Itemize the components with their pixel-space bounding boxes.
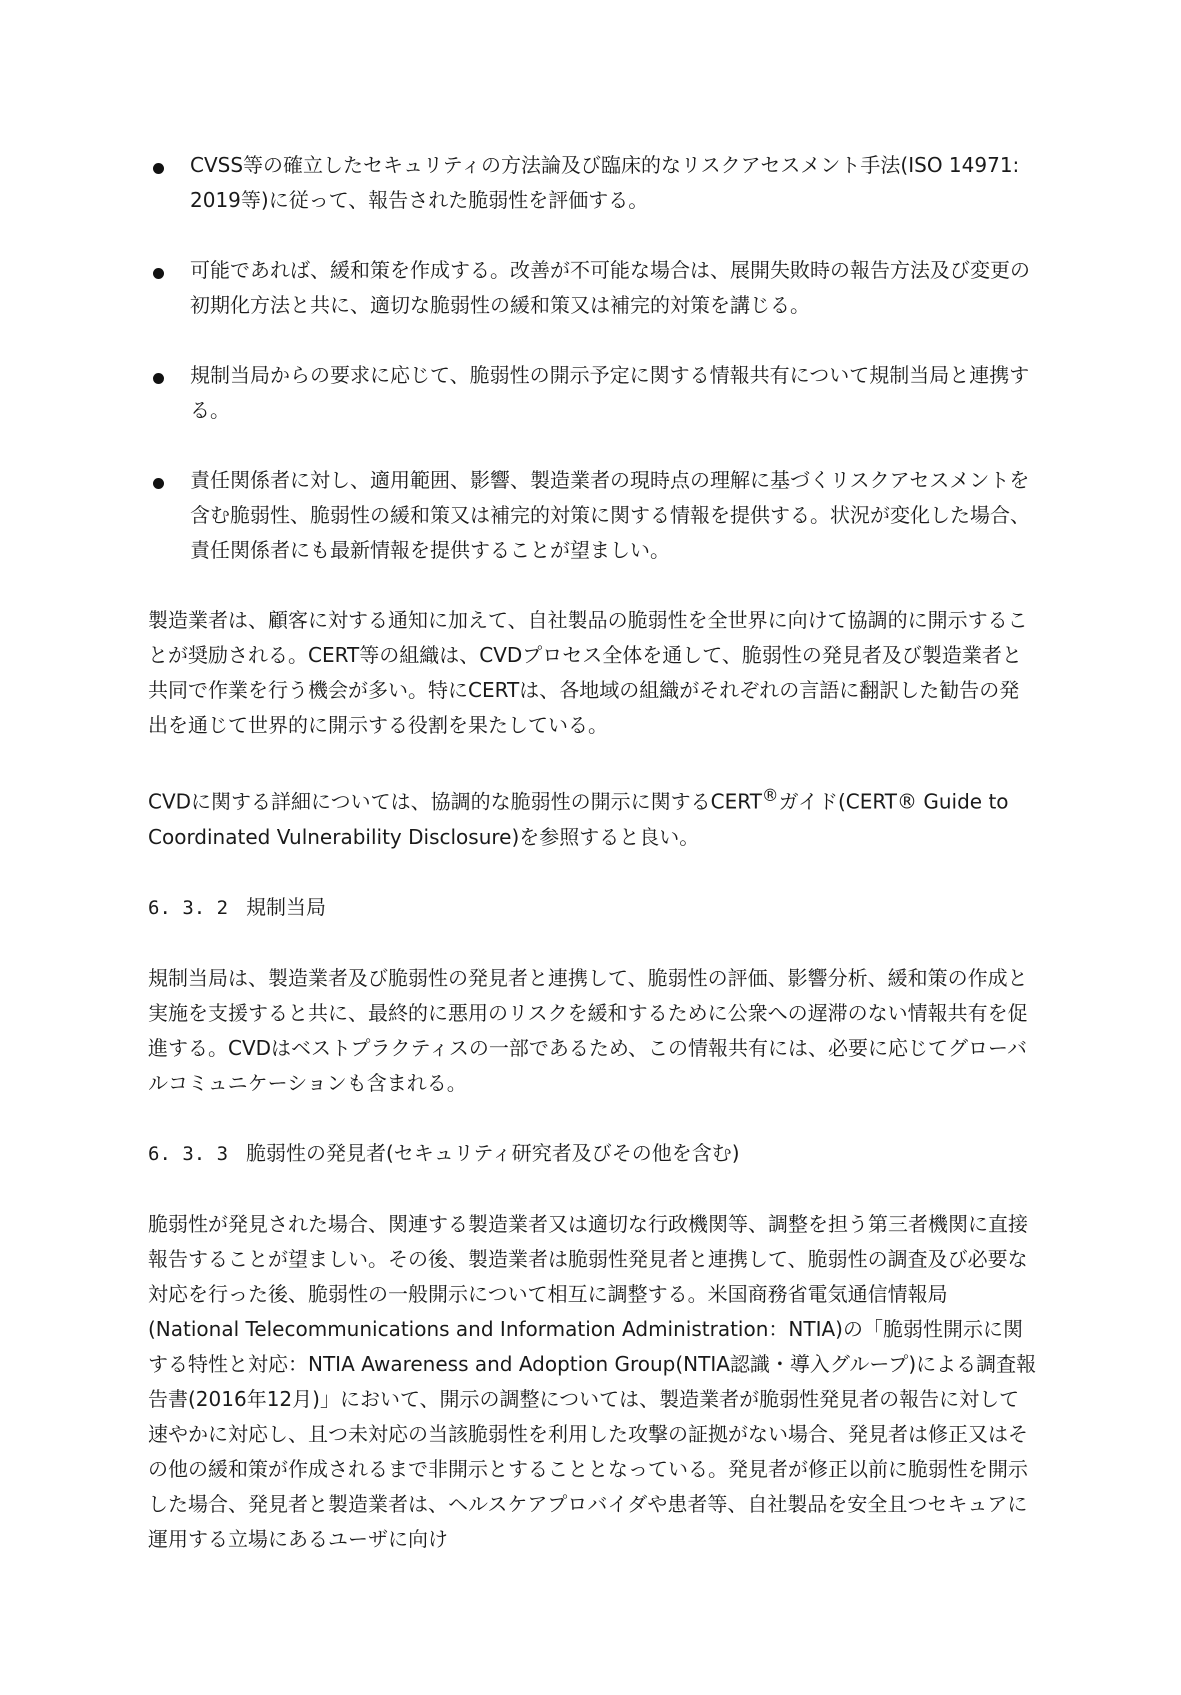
paragraph-discoverers: 脆弱性が発見された場合、関連する製造業者又は適切な行政機関等、調整を担う第三者機関に直接報告することが望ましい。その後、製造業者は脆弱性発見者と連携して、脆弱性の調査及び必要な対応を行った後、脆弱性の一般開示について相互に調整する。米国商務省電気通信情報局(National Telecommunications and Information Administration：NTIA)の「脆弱性開示に関する特性と対応：NTIA Awareness and Adoption Group(NTIA認識・導入グループ)による調査報告書(2016年12月)」において、開示の調整については、製造業者が脆弱性発見者の報告に対して速やかに対応し、且つ未対応の当該脆弱性を利用した攻撃の証拠がない場合、発見者は修正又はその他の緩和策が作成されるまで非開示とすることとなっている。発見者が修正以前に脆弱性を開示した場合、発見者と製造業者は、ヘルスケアプロバイダや患者等、自社製品を安全且つセキュアに運用する立場にあるユーザに向け: [148, 1211, 1037, 1551]
paragraph-regulators: 規制当局は、製造業者及び脆弱性の発見者と連携して、脆弱性の評価、影響分析、緩和策の作成と実施を支援すると共に、最終的に悪用のリスクを緩和するために公衆への遅滞のない情報共有を促進する。CVDはベストプラクティスの一部であるため、この情報共有には、必要に応じてグローバルコミュニケーションも含まれる。: [148, 965, 1028, 1095]
bullet-text: CVSS等の確立したセキュリティの方法論及び臨床的なリスクアセスメント手法(ISO 14971: 2019等)に従って、報告された脆弱性を評価する。: [190, 153, 1020, 212]
bullet-dot-icon: [153, 268, 164, 279]
bullet-list: [148, 148, 1038, 568]
list-item: [148, 148, 1038, 218]
section-heading-633: [148, 1136, 1038, 1172]
section-title: 脆弱性の発見者(セキュリティ研究者及びその他を含む): [246, 1140, 740, 1165]
list-item: [148, 358, 1038, 428]
section-number: 6. 3. 2: [148, 896, 229, 919]
bullet-text: 可能であれば、緩和策を作成する。改善が不可能な場合は、展開失敗時の報告方法及び変更の初期化方法と共に、適切な脆弱性の緩和策又は補完的対策を講じる。: [190, 258, 1030, 317]
section-title: 規制当局: [246, 894, 326, 919]
bullet-dot-icon: [153, 478, 164, 489]
bullet-dot-icon: [153, 163, 164, 174]
paragraph-text: ガイド(CERT® Guide to Coordinated Vulnerability Disclosure)を参照すると良い。: [148, 789, 1009, 849]
bullet-text: 責任関係者に対し、適用範囲、影響、製造業者の現時点の理解に基づくリスクアセスメントを含む脆弱性、脆弱性の緩和策又は補完的対策に関する情報を提供する。状況が変化した場合、責任関係者にも最新情報を提供することが望ましい。: [190, 468, 1030, 562]
section-heading-632: [148, 890, 1038, 926]
page-content: [148, 148, 1038, 1557]
list-item: [148, 253, 1038, 323]
bullet-text: 規制当局からの要求に応じて、脆弱性の開示予定に関する情報共有について規制当局と連携する。: [190, 363, 1030, 422]
paragraph-cvd-reference: [148, 778, 1038, 855]
list-item: [148, 463, 1038, 568]
section-number: 6. 3. 3: [148, 1142, 229, 1165]
registered-mark: ®: [761, 786, 779, 805]
paragraph-text: CVDに関する詳細については、協調的な脆弱性の開示に関するCERT: [148, 789, 762, 814]
paragraph-cert-disclosure: 製造業者は、顧客に対する通知に加えて、自社製品の脆弱性を全世界に向けて協調的に開示することが奨励される。CERT等の組織は、CVDプロセス全体を通して、脆弱性の発見者及び製造業者と共同で作業を行う機会が多い。特にCERTは、各地域の組織がそれぞれの言語に翻訳した勧告の発出を通じて世界的に開示する役割を果たしている。: [148, 608, 1028, 737]
bullet-dot-icon: [153, 373, 164, 384]
